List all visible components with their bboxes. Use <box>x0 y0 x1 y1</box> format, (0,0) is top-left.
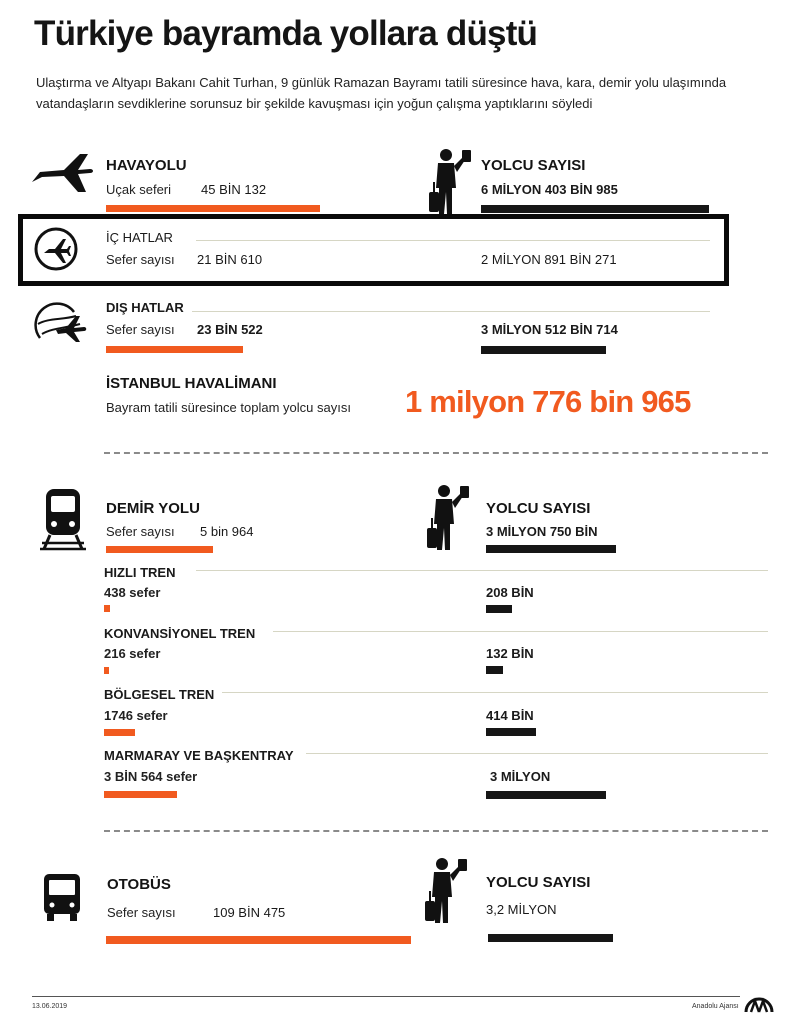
international-flights-value: 23 BİN 522 <box>197 322 263 337</box>
airplane-icon <box>30 152 94 196</box>
air-passenger-heading: YOLCU SAYISI <box>481 157 586 174</box>
air-passengers-bar <box>481 205 709 213</box>
rail-item-passengers: 208 BİN <box>486 585 534 600</box>
rail-item-passengers-bar <box>486 728 536 736</box>
bus-passengers-bar <box>488 934 613 942</box>
bus-trips-value: 109 BİN 475 <box>213 905 286 920</box>
section-divider-1 <box>104 452 768 454</box>
rail-item-passengers-bar <box>486 605 512 613</box>
rail-item-trips-bar <box>104 791 177 798</box>
air-flights-bar <box>106 205 320 212</box>
section-divider-2 <box>104 830 768 832</box>
bus-heading: OTOBÜS <box>107 876 171 893</box>
bus-trips-label: Sefer sayısı <box>107 905 176 920</box>
rail-item-rule <box>306 753 768 754</box>
rail-passengers-value: 3 MİLYON 750 BİN <box>486 524 598 539</box>
rail-item-trips: 216 sefer <box>104 646 161 661</box>
rail-item-trips: 3 BİN 564 sefer <box>104 769 198 784</box>
rail-trips-value: 5 bin 964 <box>200 524 254 539</box>
bus-passengers-value: 3,2 MİLYON <box>486 902 557 917</box>
domestic-rule <box>196 240 710 241</box>
rail-item-trips: 438 sefer <box>104 585 161 600</box>
rail-item-trips-bar <box>104 605 110 612</box>
rail-item-rule <box>196 570 768 571</box>
international-heading: DIŞ HATLAR <box>106 300 184 315</box>
bus-trips-bar <box>106 936 411 944</box>
international-passengers-value: 3 MİLYON 512 BİN 714 <box>481 322 618 337</box>
traveler-icon <box>426 484 472 552</box>
rail-item-passengers-bar <box>486 791 606 799</box>
air-flights-value: 45 BİN 132 <box>201 182 267 197</box>
domestic-heading: İÇ HATLAR <box>106 230 173 245</box>
footer-rule <box>32 996 740 997</box>
international-flights-bar <box>106 346 243 353</box>
rail-item-trips-bar <box>104 729 135 736</box>
domestic-passengers-value: 2 MİLYON 891 BİN 271 <box>481 252 617 267</box>
domestic-highlight-frame <box>18 214 729 286</box>
international-flight-icon <box>32 302 88 348</box>
footer-date: 13.06.2019 <box>32 1003 68 1010</box>
rail-item-passengers: 3 MİLYON <box>490 769 551 784</box>
international-flights-label: Sefer sayısı <box>106 322 175 337</box>
traveler-icon <box>428 148 474 216</box>
rail-passenger-heading: YOLCU SAYISI <box>486 500 591 517</box>
rail-item-passengers-bar <box>486 666 503 674</box>
rail-item-trips: 1746 sefer <box>104 708 168 723</box>
rail-item-heading: HIZLI TREN <box>104 565 176 580</box>
airport-passengers-value: 1 milyon 776 bin 965 <box>405 384 691 419</box>
air-passengers-value: 6 MİLYON 403 BİN 985 <box>481 182 618 197</box>
domestic-flights-value: 21 BİN 610 <box>197 252 263 267</box>
aa-logo-icon <box>744 992 774 1014</box>
rail-passengers-bar <box>486 545 616 553</box>
rail-item-heading: KONVANSİYONEL TREN <box>104 626 256 641</box>
air-heading: HAVAYOLU <box>106 157 187 174</box>
rail-item-passengers: 132 BİN <box>486 646 534 661</box>
rail-item-heading: MARMARAY VE BAŞKENTRAY <box>104 748 294 763</box>
rail-item-rule <box>273 631 768 632</box>
traveler-icon <box>424 857 470 925</box>
rail-item-rule <box>222 692 768 693</box>
rail-heading: DEMİR YOLU <box>106 500 200 517</box>
rail-trips-label: Sefer sayısı <box>106 524 175 539</box>
intro-text: Ulaştırma ve Altyapı Bakanı Cahit Turhan, 9 günlük Ramazan Bayramı tatili süresince hava, kara, demir yolu ulaşımında vatandaşların sevdiklerine sorunsuz bir şekilde kavuşması için yoğun çalışma yaptıklarını söyledi <box>36 75 727 111</box>
page-title: Türkiye bayramda yollara düştü <box>34 14 538 53</box>
international-rule <box>192 311 710 312</box>
airport-heading: İSTANBUL HAVALİMANI <box>106 375 277 392</box>
domestic-flight-icon <box>33 226 79 272</box>
air-flights-label: Uçak seferi <box>106 182 172 197</box>
domestic-flights-label: Sefer sayısı <box>106 252 175 267</box>
airport-label: Bayram tatili süresince toplam yolcu sayısı <box>106 400 351 415</box>
bus-passenger-heading: YOLCU SAYISI <box>486 874 591 891</box>
footer-source: Anadolu Ajansı <box>692 1003 739 1010</box>
rail-item-heading: BÖLGESEL TREN <box>104 687 215 702</box>
bus-icon <box>42 872 82 922</box>
international-passengers-bar <box>481 346 606 354</box>
rail-item-passengers: 414 BİN <box>486 708 534 723</box>
train-icon <box>40 487 86 551</box>
rail-item-trips-bar <box>104 667 109 674</box>
rail-trips-bar <box>106 546 213 553</box>
